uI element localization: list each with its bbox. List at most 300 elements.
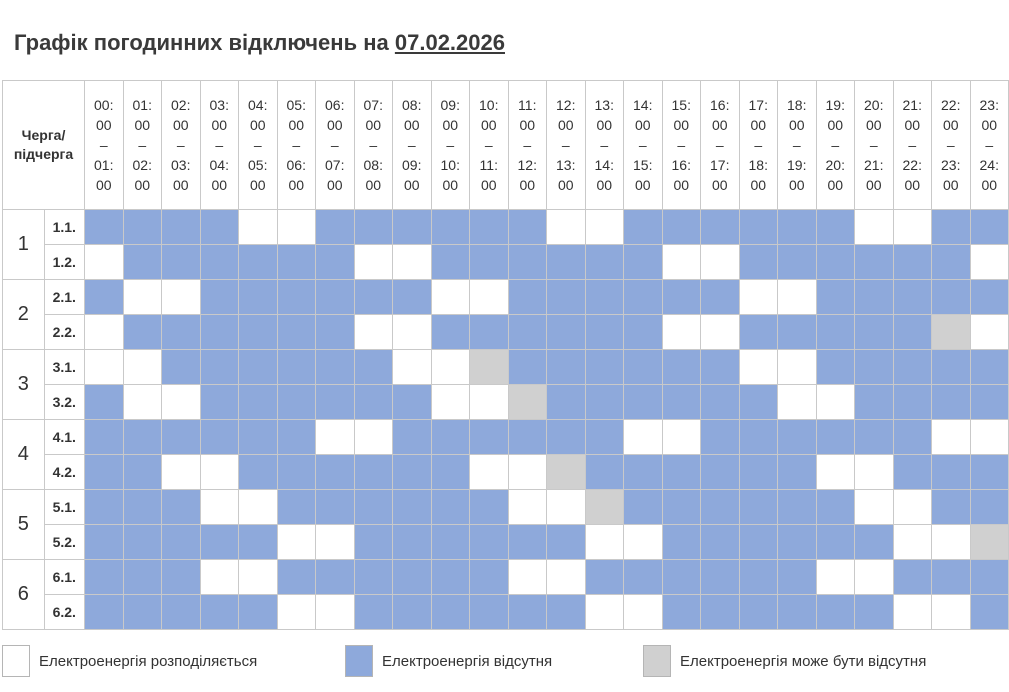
hour-header bbox=[932, 81, 971, 210]
hour-cell-off bbox=[508, 420, 547, 455]
hour-cell-off bbox=[200, 315, 239, 350]
hour-start: 18: bbox=[787, 97, 807, 113]
hour-cell-off bbox=[893, 385, 932, 420]
hour-cell-off bbox=[855, 350, 894, 385]
hour-cell-off bbox=[970, 280, 1009, 315]
hour-cell-on bbox=[778, 385, 817, 420]
hour-start-min: 00 bbox=[942, 117, 959, 133]
hour-dash: – bbox=[715, 137, 724, 153]
hour-cell-off bbox=[932, 455, 971, 490]
hour-cell-off bbox=[739, 455, 778, 490]
hour-end-min: 00 bbox=[172, 177, 189, 193]
table-row bbox=[3, 560, 1009, 595]
hour-cell-off bbox=[200, 280, 239, 315]
hour-cell-off bbox=[855, 420, 894, 455]
hour-cell-off bbox=[585, 455, 624, 490]
hour-cell-on bbox=[624, 420, 663, 455]
hour-cell-off bbox=[701, 350, 740, 385]
hour-cell-off bbox=[585, 245, 624, 280]
hour-end-min: 00 bbox=[519, 177, 536, 193]
queue-number: 3 bbox=[3, 350, 45, 420]
hour-cell-off bbox=[701, 420, 740, 455]
hour-end: 12: bbox=[517, 157, 537, 173]
hour-header bbox=[701, 81, 740, 210]
hour-dash: – bbox=[407, 137, 416, 153]
hour-cell-off bbox=[239, 455, 278, 490]
hour-dash: – bbox=[638, 137, 647, 153]
hour-cell-off bbox=[393, 560, 432, 595]
hour-cell-off bbox=[855, 385, 894, 420]
hour-cell-on bbox=[470, 455, 509, 490]
hour-cell-off bbox=[701, 490, 740, 525]
hour-cell-off bbox=[855, 525, 894, 560]
hour-start: 01: bbox=[132, 97, 152, 113]
subqueue-label: 1.2. bbox=[44, 245, 85, 280]
hour-dash: – bbox=[369, 137, 378, 153]
queue-number: 5 bbox=[3, 490, 45, 560]
hour-cell-on bbox=[470, 385, 509, 420]
table-row bbox=[3, 385, 1009, 420]
hour-cell-off bbox=[85, 420, 124, 455]
hour-cell-on bbox=[277, 210, 316, 245]
hour-cell-off bbox=[162, 525, 201, 560]
hour-header bbox=[431, 81, 470, 210]
legend-label: Електроенергія розподіляється bbox=[39, 653, 258, 670]
hour-start: 21: bbox=[902, 97, 922, 113]
hour-cell-on bbox=[816, 455, 855, 490]
hour-cell-off bbox=[547, 420, 586, 455]
hour-cell-off bbox=[893, 560, 932, 595]
hour-cell-off bbox=[200, 595, 239, 630]
hour-header bbox=[893, 81, 932, 210]
hour-cell-off bbox=[970, 210, 1009, 245]
hour-end: 10: bbox=[440, 157, 460, 173]
hour-cell-on bbox=[970, 315, 1009, 350]
hour-cell-off bbox=[277, 560, 316, 595]
queue-header-line2: підчерга bbox=[13, 146, 74, 162]
hour-cell-off bbox=[624, 315, 663, 350]
hour-start-min: 00 bbox=[249, 117, 266, 133]
hour-cell-on bbox=[585, 525, 624, 560]
table-row bbox=[3, 210, 1009, 245]
hour-start: 00: bbox=[94, 97, 114, 113]
hour-end: 13: bbox=[556, 157, 576, 173]
hour-cell-on bbox=[354, 315, 393, 350]
hour-cell-off bbox=[123, 245, 162, 280]
hour-cell-off bbox=[508, 525, 547, 560]
hour-start: 16: bbox=[710, 97, 730, 113]
hour-cell-on bbox=[701, 245, 740, 280]
hour-end-min: 00 bbox=[557, 177, 574, 193]
hour-cell-on bbox=[855, 455, 894, 490]
hour-end: 23: bbox=[941, 157, 961, 173]
hour-start-min: 00 bbox=[711, 117, 728, 133]
hour-cell-off bbox=[662, 560, 701, 595]
hour-cell-on bbox=[893, 595, 932, 630]
hour-cell-off bbox=[470, 595, 509, 630]
hour-dash: – bbox=[176, 137, 185, 153]
hour-start-min: 00 bbox=[865, 117, 882, 133]
hour-cell-off bbox=[470, 525, 509, 560]
legend-label: Електроенергія може бути відсутня bbox=[680, 653, 927, 670]
hour-cell-on bbox=[123, 385, 162, 420]
hour-cell-off bbox=[970, 595, 1009, 630]
hour-cell-on bbox=[816, 385, 855, 420]
hour-cell-off bbox=[162, 315, 201, 350]
hour-cell-off bbox=[701, 385, 740, 420]
hour-cell-off bbox=[123, 315, 162, 350]
hour-dash: – bbox=[946, 137, 955, 153]
hour-end: 06: bbox=[286, 157, 306, 173]
hour-cell-off bbox=[200, 525, 239, 560]
hour-start: 11: bbox=[518, 97, 537, 113]
hour-cell-off bbox=[431, 210, 470, 245]
hour-cell-on bbox=[855, 210, 894, 245]
hour-start-min: 00 bbox=[634, 117, 651, 133]
hour-cell-on bbox=[200, 455, 239, 490]
hour-cell-off bbox=[239, 420, 278, 455]
hour-end: 18: bbox=[748, 157, 768, 173]
hour-cell-off bbox=[354, 595, 393, 630]
queue-number: 6 bbox=[3, 560, 45, 630]
hour-cell-off bbox=[354, 455, 393, 490]
hour-cell-off bbox=[123, 210, 162, 245]
hour-cell-on bbox=[855, 560, 894, 595]
hour-header bbox=[162, 81, 201, 210]
hour-dash: – bbox=[677, 137, 686, 153]
hour-cell-off bbox=[470, 420, 509, 455]
subqueue-label: 3.1. bbox=[44, 350, 85, 385]
hour-cell-on bbox=[547, 490, 586, 525]
hour-cell-on bbox=[970, 245, 1009, 280]
hour-cell-off bbox=[393, 385, 432, 420]
hour-cell-off bbox=[431, 315, 470, 350]
hour-cell-off bbox=[662, 490, 701, 525]
hour-start: 08: bbox=[402, 97, 422, 113]
hour-cell-off bbox=[85, 455, 124, 490]
hour-cell-on bbox=[508, 490, 547, 525]
hour-cell-off bbox=[200, 245, 239, 280]
hour-cell-off bbox=[739, 385, 778, 420]
subqueue-label: 3.2. bbox=[44, 385, 85, 420]
hour-cell-off bbox=[239, 350, 278, 385]
hour-cell-off bbox=[778, 455, 817, 490]
hour-cell-maybe bbox=[970, 525, 1009, 560]
hour-cell-off bbox=[816, 525, 855, 560]
hour-cell-off bbox=[470, 560, 509, 595]
hour-cell-off bbox=[855, 595, 894, 630]
hour-cell-on bbox=[354, 420, 393, 455]
hour-cell-off bbox=[932, 385, 971, 420]
hour-cell-on bbox=[739, 350, 778, 385]
table-row bbox=[3, 525, 1009, 560]
hour-cell-off bbox=[431, 560, 470, 595]
hour-dash: – bbox=[754, 137, 763, 153]
hour-cell-maybe bbox=[547, 455, 586, 490]
hour-end: 02: bbox=[132, 157, 152, 173]
hour-start: 20: bbox=[864, 97, 884, 113]
hour-cell-off bbox=[162, 560, 201, 595]
hour-cell-off bbox=[739, 525, 778, 560]
hour-cell-off bbox=[277, 455, 316, 490]
hour-end-min: 00 bbox=[365, 177, 382, 193]
hour-cell-on bbox=[316, 525, 355, 560]
hour-cell-off bbox=[85, 560, 124, 595]
table-row bbox=[3, 245, 1009, 280]
hour-cell-off bbox=[508, 245, 547, 280]
hour-cell-off bbox=[393, 595, 432, 630]
hour-cell-off bbox=[547, 385, 586, 420]
hour-end: 21: bbox=[864, 157, 884, 173]
hour-cell-on bbox=[123, 350, 162, 385]
hour-cell-off bbox=[662, 455, 701, 490]
hour-start-min: 00 bbox=[134, 117, 151, 133]
hour-cell-off bbox=[316, 455, 355, 490]
hour-header bbox=[624, 81, 663, 210]
subqueue-label: 6.2. bbox=[44, 595, 85, 630]
hour-cell-off bbox=[200, 385, 239, 420]
hour-cell-off bbox=[162, 420, 201, 455]
hour-cell-off bbox=[85, 525, 124, 560]
hour-cell-off bbox=[739, 245, 778, 280]
hour-cell-off bbox=[393, 525, 432, 560]
hour-dash: – bbox=[138, 137, 147, 153]
hour-cell-on bbox=[970, 420, 1009, 455]
hour-end: 22: bbox=[902, 157, 922, 173]
hour-cell-off bbox=[662, 350, 701, 385]
queue-number: 1 bbox=[3, 210, 45, 280]
hour-start: 17: bbox=[748, 97, 768, 113]
legend-swatch bbox=[2, 645, 30, 677]
hour-cell-off bbox=[431, 420, 470, 455]
hour-cell-on bbox=[508, 560, 547, 595]
queue-header bbox=[3, 81, 85, 210]
hour-cell-off bbox=[431, 595, 470, 630]
hour-header bbox=[316, 81, 355, 210]
subqueue-label: 2.2. bbox=[44, 315, 85, 350]
hour-cell-off bbox=[739, 315, 778, 350]
hour-cell-off bbox=[277, 490, 316, 525]
hour-cell-off bbox=[816, 595, 855, 630]
hour-cell-off bbox=[585, 420, 624, 455]
hour-start: 06: bbox=[325, 97, 345, 113]
hour-cell-off bbox=[354, 385, 393, 420]
hour-start-min: 00 bbox=[827, 117, 844, 133]
hour-cell-off bbox=[932, 210, 971, 245]
hour-start: 09: bbox=[440, 97, 460, 113]
hour-start: 23: bbox=[979, 97, 999, 113]
hour-cell-off bbox=[123, 420, 162, 455]
hour-cell-off bbox=[585, 280, 624, 315]
hour-end-min: 00 bbox=[827, 177, 844, 193]
hour-start: 19: bbox=[825, 97, 845, 113]
hour-start: 13: bbox=[594, 97, 614, 113]
hour-cell-off bbox=[739, 210, 778, 245]
hour-cell-off bbox=[239, 525, 278, 560]
hour-start: 15: bbox=[671, 97, 691, 113]
hour-cell-off bbox=[239, 385, 278, 420]
hour-cell-off bbox=[624, 350, 663, 385]
hour-cell-maybe bbox=[508, 385, 547, 420]
hour-cell-off bbox=[816, 315, 855, 350]
legend-label: Електроенергія відсутня bbox=[382, 653, 553, 670]
hour-cell-on bbox=[855, 490, 894, 525]
hour-end-min: 00 bbox=[326, 177, 343, 193]
hour-cell-off bbox=[778, 315, 817, 350]
hour-cell-off bbox=[624, 385, 663, 420]
hour-cell-off bbox=[816, 350, 855, 385]
hour-cell-off bbox=[778, 525, 817, 560]
hour-start: 04: bbox=[248, 97, 268, 113]
title-date: 07.02.2026 bbox=[394, 30, 505, 55]
hour-cell-off bbox=[739, 420, 778, 455]
hour-header bbox=[585, 81, 624, 210]
hour-cell-on bbox=[624, 595, 663, 630]
hour-cell-off bbox=[585, 385, 624, 420]
hour-cell-off bbox=[701, 595, 740, 630]
hour-cell-off bbox=[277, 385, 316, 420]
hour-end-min: 00 bbox=[249, 177, 266, 193]
hour-cell-on bbox=[354, 245, 393, 280]
hour-cell-off bbox=[239, 595, 278, 630]
page-title bbox=[14, 30, 505, 56]
hour-end: 09: bbox=[402, 157, 422, 173]
hour-cell-on bbox=[662, 315, 701, 350]
hour-dash: – bbox=[600, 137, 609, 153]
hour-start-min: 00 bbox=[788, 117, 805, 133]
hour-start-min: 00 bbox=[288, 117, 305, 133]
hour-start-min: 00 bbox=[904, 117, 921, 133]
hour-start-min: 00 bbox=[480, 117, 497, 133]
hour-dash: – bbox=[523, 137, 532, 153]
hour-cell-off bbox=[701, 455, 740, 490]
hour-cell-off bbox=[739, 490, 778, 525]
hour-cell-off bbox=[547, 350, 586, 385]
hour-cell-off bbox=[85, 490, 124, 525]
hour-cell-off bbox=[200, 420, 239, 455]
hour-cell-off bbox=[970, 385, 1009, 420]
hour-cell-off bbox=[662, 595, 701, 630]
hour-cell-off bbox=[893, 315, 932, 350]
hour-cell-off bbox=[200, 210, 239, 245]
hour-cell-on bbox=[162, 385, 201, 420]
hour-end-min: 00 bbox=[442, 177, 459, 193]
hour-cell-off bbox=[547, 315, 586, 350]
hour-dash: – bbox=[869, 137, 878, 153]
hour-cell-off bbox=[662, 210, 701, 245]
hour-header bbox=[816, 81, 855, 210]
hour-cell-off bbox=[932, 490, 971, 525]
hour-start: 05: bbox=[286, 97, 306, 113]
hour-cell-on bbox=[393, 350, 432, 385]
hour-cell-off bbox=[624, 560, 663, 595]
table-row bbox=[3, 280, 1009, 315]
hour-cell-on bbox=[316, 595, 355, 630]
hour-start-min: 00 bbox=[557, 117, 574, 133]
hour-end: 16: bbox=[671, 157, 691, 173]
hour-cell-on bbox=[585, 210, 624, 245]
hour-start-min: 00 bbox=[442, 117, 459, 133]
legend-swatch bbox=[345, 645, 373, 677]
hour-start-min: 00 bbox=[172, 117, 189, 133]
hour-cell-off bbox=[624, 210, 663, 245]
hour-cell-off bbox=[316, 490, 355, 525]
hour-cell-off bbox=[816, 280, 855, 315]
hour-end: 15: bbox=[633, 157, 653, 173]
subqueue-label: 5.2. bbox=[44, 525, 85, 560]
hour-cell-on bbox=[162, 280, 201, 315]
hour-cell-off bbox=[354, 210, 393, 245]
hour-cell-off bbox=[354, 280, 393, 315]
hour-cell-off bbox=[393, 210, 432, 245]
hour-cell-off bbox=[239, 280, 278, 315]
hour-start: 12: bbox=[556, 97, 576, 113]
hour-cell-on bbox=[200, 490, 239, 525]
hour-dash: – bbox=[253, 137, 262, 153]
hour-cell-off bbox=[316, 350, 355, 385]
hour-cell-on bbox=[316, 420, 355, 455]
hour-end: 11: bbox=[479, 157, 498, 173]
hour-cell-off bbox=[778, 210, 817, 245]
hour-cell-off bbox=[893, 455, 932, 490]
hour-end-min: 00 bbox=[288, 177, 305, 193]
queue-number: 2 bbox=[3, 280, 45, 350]
hour-header bbox=[778, 81, 817, 210]
hour-cell-off bbox=[393, 280, 432, 315]
hour-dash: – bbox=[908, 137, 917, 153]
hour-cell-on bbox=[932, 595, 971, 630]
hour-end: 17: bbox=[710, 157, 730, 173]
hour-cell-off bbox=[893, 245, 932, 280]
hour-cell-on bbox=[893, 525, 932, 560]
hour-end-min: 00 bbox=[788, 177, 805, 193]
hour-cell-on bbox=[932, 420, 971, 455]
hour-cell-on bbox=[277, 525, 316, 560]
hour-cell-on bbox=[816, 560, 855, 595]
hour-end: 04: bbox=[209, 157, 229, 173]
hour-start-min: 00 bbox=[673, 117, 690, 133]
legend-swatch bbox=[643, 645, 671, 677]
hour-cell-off bbox=[277, 315, 316, 350]
hour-cell-on bbox=[431, 280, 470, 315]
hour-cell-off bbox=[701, 280, 740, 315]
hour-header bbox=[739, 81, 778, 210]
hour-header bbox=[970, 81, 1009, 210]
hour-cell-maybe bbox=[932, 315, 971, 350]
hour-cell-off bbox=[547, 280, 586, 315]
hour-header bbox=[508, 81, 547, 210]
hour-cell-off bbox=[662, 385, 701, 420]
subqueue-label: 5.1. bbox=[44, 490, 85, 525]
hour-cell-off bbox=[470, 315, 509, 350]
hour-start-min: 00 bbox=[981, 117, 998, 133]
hour-cell-on bbox=[893, 490, 932, 525]
hour-cell-on bbox=[200, 560, 239, 595]
queue-number: 4 bbox=[3, 420, 45, 490]
hour-cell-off bbox=[162, 210, 201, 245]
hour-start-min: 00 bbox=[211, 117, 228, 133]
hour-cell-on bbox=[547, 560, 586, 595]
hour-start-min: 00 bbox=[95, 117, 112, 133]
subqueue-label: 4.1. bbox=[44, 420, 85, 455]
hour-end-min: 00 bbox=[904, 177, 921, 193]
hour-cell-on bbox=[701, 315, 740, 350]
hour-cell-off bbox=[585, 350, 624, 385]
hour-cell-off bbox=[970, 350, 1009, 385]
hour-header bbox=[85, 81, 124, 210]
hour-header bbox=[354, 81, 393, 210]
hour-cell-off bbox=[893, 280, 932, 315]
